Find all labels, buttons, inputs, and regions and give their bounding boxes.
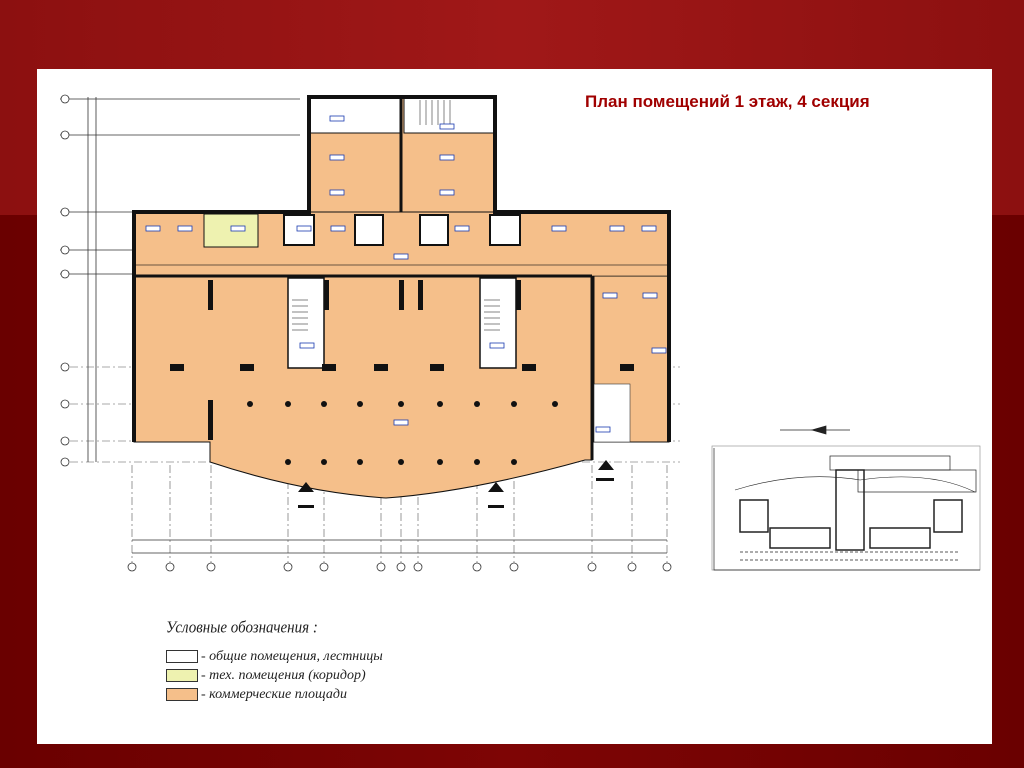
legend-item-common bbox=[166, 647, 383, 666]
legend-item-technical bbox=[166, 666, 383, 685]
legend-label-technical: - тех. помещения (коридор) bbox=[201, 667, 366, 683]
bottom-dimension-lines bbox=[132, 540, 667, 553]
legend bbox=[166, 620, 383, 704]
right-white-strip bbox=[594, 384, 630, 442]
hall-stair-left bbox=[288, 278, 324, 368]
site-plan bbox=[712, 426, 980, 570]
top-stair-left bbox=[309, 97, 401, 133]
corridor-band bbox=[134, 265, 669, 276]
floor-plan bbox=[37, 69, 992, 609]
legend-label-common: - общие помещения, лестницы bbox=[201, 648, 383, 664]
legend-swatch-technical bbox=[166, 669, 198, 682]
lift-right bbox=[420, 215, 448, 245]
slide-title: План помещений 1 этаж, 4 секция bbox=[585, 92, 870, 111]
legend-title: Условные обозначения : bbox=[166, 619, 318, 637]
legend-item-commercial bbox=[166, 685, 383, 704]
axis-bubbles-left bbox=[61, 95, 69, 466]
commercial-hall bbox=[134, 276, 592, 498]
lift-far bbox=[490, 215, 520, 245]
legend-swatch-common bbox=[166, 650, 198, 663]
hall-stair-right bbox=[480, 278, 516, 368]
lift-mid bbox=[355, 215, 383, 245]
axis-bubbles-bottom bbox=[128, 563, 671, 571]
legend-swatch-commercial bbox=[166, 688, 198, 701]
legend-label-commercial: - коммерческие площади bbox=[201, 686, 348, 702]
